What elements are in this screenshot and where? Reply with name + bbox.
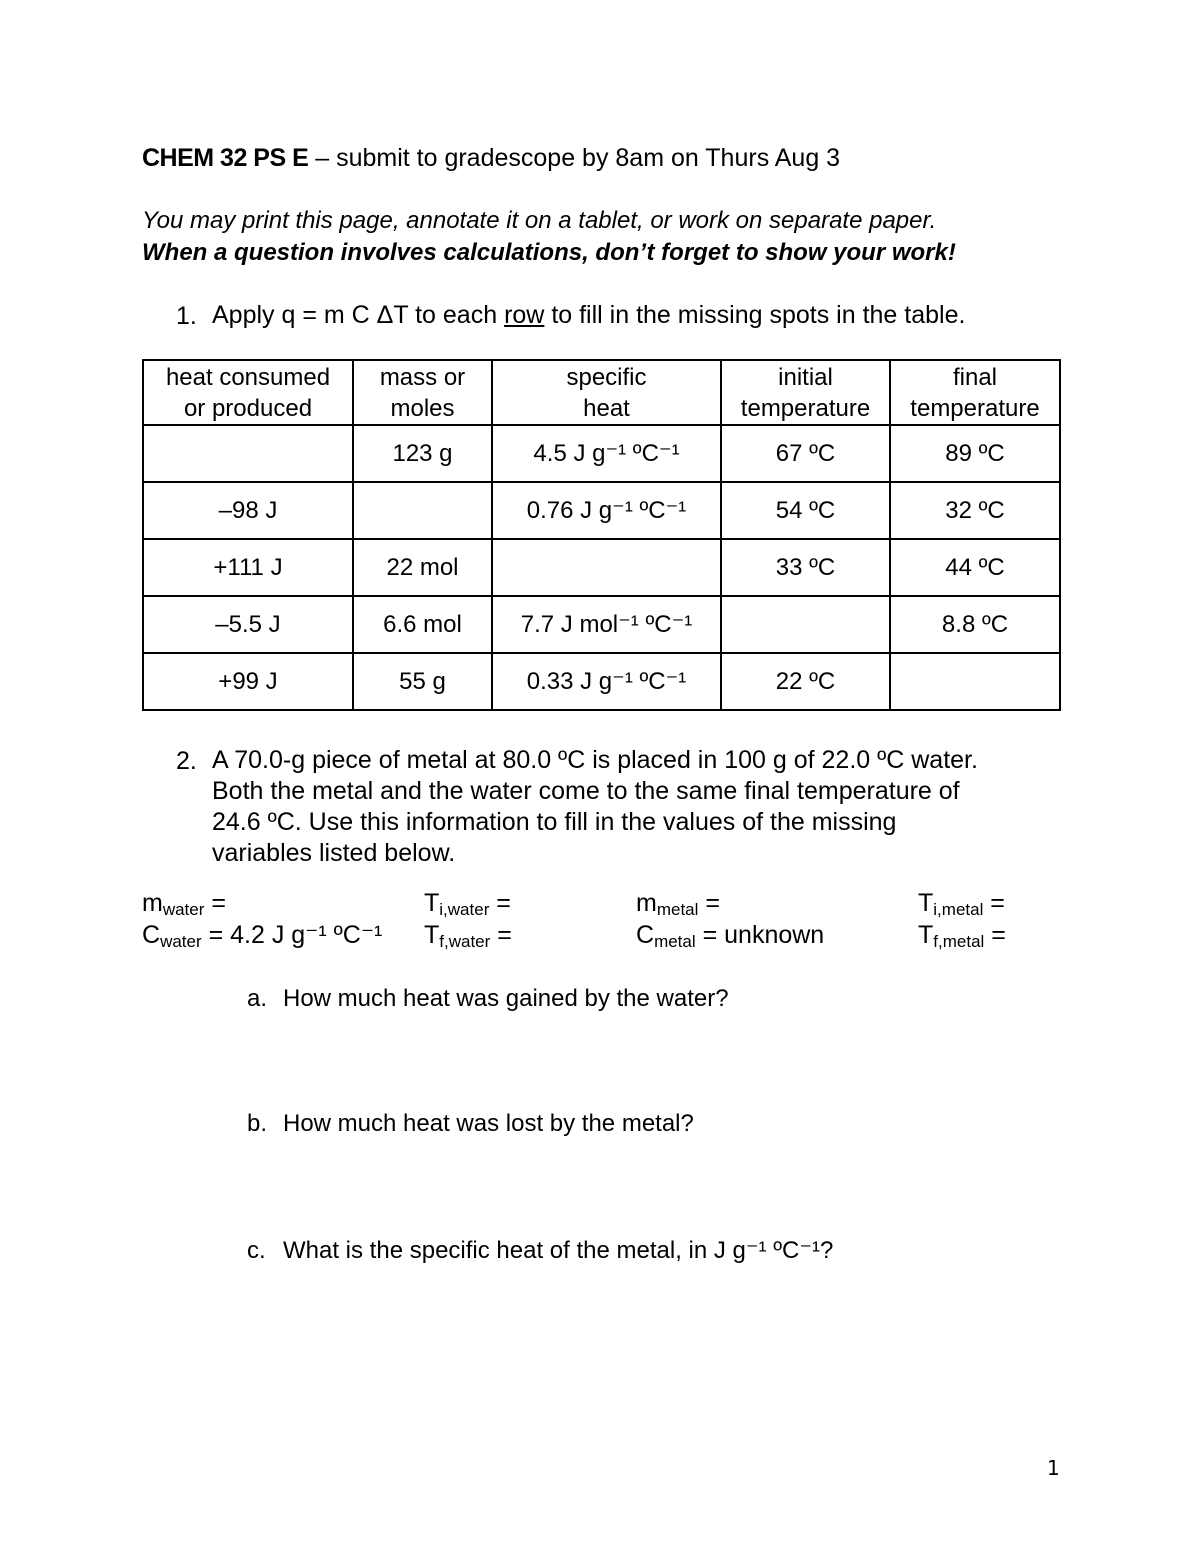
table-cell: 33 ºC [721, 539, 890, 596]
table-cell: 44 ºC [890, 539, 1060, 596]
var-subscript: i,water [439, 900, 490, 919]
heat-table [142, 359, 1061, 711]
var-value: = [489, 889, 511, 917]
instruction-line-1: You may print this page, annotate it on a tablet, or work on separate paper. [142, 207, 937, 234]
header-specific-heat [492, 360, 721, 425]
var-value: = [698, 889, 720, 917]
course-title: CHEM 32 PS E [142, 144, 309, 172]
table-row [143, 596, 1060, 653]
table-cell: 123 g [353, 425, 492, 482]
page-title [142, 140, 840, 176]
var-t-i-water [424, 887, 511, 922]
subquestion-c-text: What is the specific heat of the metal, in J g⁻¹ ºC⁻¹? [283, 1237, 834, 1264]
header-text: heat consumed [165, 363, 331, 391]
var-t-f-water [424, 919, 512, 954]
question-2-line: 24.6 ºC. Use this information to fill in the values of the missing [212, 808, 897, 836]
subquestion-b-label: b. [247, 1110, 268, 1137]
table-cell: 0.33 J g⁻¹ ºC⁻¹ [492, 653, 721, 710]
table-cell: 22 mol [353, 539, 492, 596]
var-c-water [142, 919, 382, 954]
var-c-metal [636, 919, 824, 954]
var-value: = [490, 921, 512, 949]
header-text: initial [778, 363, 833, 391]
header-mass [353, 360, 492, 425]
var-subscript: water [160, 932, 202, 951]
var-subscript: metal [656, 900, 699, 919]
header-text: moles [390, 394, 455, 422]
table-cell: 0.76 J g⁻¹ ºC⁻¹ [492, 482, 721, 539]
header-heat [143, 360, 353, 425]
table-cell: –98 J [143, 482, 353, 539]
var-m-water [142, 887, 226, 922]
question-2-line: variables listed below. [212, 839, 456, 867]
var-symbol: T [918, 921, 934, 949]
header-final-temp [890, 360, 1060, 425]
table-cell [353, 482, 492, 539]
header-initial-temp [721, 360, 890, 425]
table-cell [890, 653, 1060, 710]
question-1-underlined-word: row [504, 301, 545, 329]
var-value: = [204, 889, 226, 917]
var-symbol: T [918, 889, 934, 917]
subquestion-c-label: c. [247, 1237, 266, 1264]
subquestion-a-label: a. [247, 985, 268, 1012]
table-cell: 54 ºC [721, 482, 890, 539]
table-cell: +99 J [143, 653, 353, 710]
var-symbol: C [636, 921, 655, 949]
table-cell: 55 g [353, 653, 492, 710]
question-1-text-part: Apply q = m C ΔT to each [212, 301, 505, 329]
table-cell: 67 ºC [721, 425, 890, 482]
table-row [143, 653, 1060, 710]
subquestion-a-text: How much heat was gained by the water? [283, 985, 729, 1012]
header-text: temperature [740, 394, 871, 422]
question-2-line: Both the metal and the water come to the same final temperature of [212, 777, 960, 805]
var-subscript: metal [654, 932, 696, 951]
question-1-number: 1. [176, 302, 197, 330]
instruction-line-2: When a question involves calculations, don’t forget to show your work! [142, 239, 956, 266]
var-m-metal [636, 887, 720, 922]
table-row [143, 539, 1060, 596]
table-cell: 22 ºC [721, 653, 890, 710]
table-row [143, 482, 1060, 539]
table-row [143, 425, 1060, 482]
header-text: final [952, 363, 998, 391]
var-value: = [984, 921, 1006, 949]
table-cell [721, 596, 890, 653]
table-header-row [143, 360, 1060, 425]
var-t-f-metal [918, 919, 1006, 954]
table-cell [143, 425, 353, 482]
question-1-text-part: to fill in the missing spots in the table. [544, 301, 966, 329]
header-text: mass or [379, 363, 466, 391]
var-subscript: f,water [439, 932, 491, 951]
var-symbol: C [142, 921, 161, 949]
var-symbol: T [424, 921, 440, 949]
var-symbol: T [424, 889, 440, 917]
table-cell: 32 ºC [890, 482, 1060, 539]
table-cell [492, 539, 721, 596]
header-text: heat [583, 394, 630, 422]
var-value: = [983, 889, 1005, 917]
submission-note: – submit to gradescope by 8am on Thurs Aug 3 [315, 144, 841, 172]
var-value: = 4.2 J g⁻¹ ºC⁻¹ [201, 921, 383, 949]
question-2-number: 2. [176, 747, 197, 775]
var-subscript: i,metal [933, 900, 984, 919]
header-text: or produced [183, 394, 313, 422]
table-cell: 4.5 J g⁻¹ ºC⁻¹ [492, 425, 721, 482]
table-cell: 6.6 mol [353, 596, 492, 653]
var-value: = unknown [695, 921, 825, 949]
page-number: 1 [1047, 1456, 1060, 1480]
question-1-text [212, 300, 965, 331]
table-cell: 8.8 ºC [890, 596, 1060, 653]
var-subscript: water [162, 900, 205, 919]
table-cell: –5.5 J [143, 596, 353, 653]
table-cell: 89 ºC [890, 425, 1060, 482]
table-cell: +111 J [143, 539, 353, 596]
var-subscript: f,metal [933, 932, 985, 951]
subquestion-b-text: How much heat was lost by the metal? [283, 1110, 694, 1137]
header-text: temperature [910, 394, 1040, 422]
var-symbol: m [142, 889, 163, 917]
header-text: specific [566, 363, 647, 391]
var-t-i-metal [918, 887, 1005, 922]
table-cell: 7.7 J mol⁻¹ ºC⁻¹ [492, 596, 721, 653]
question-2-line: A 70.0-g piece of metal at 80.0 ºC is placed in 100 g of 22.0 ºC water. [212, 746, 978, 774]
var-symbol: m [636, 889, 657, 917]
